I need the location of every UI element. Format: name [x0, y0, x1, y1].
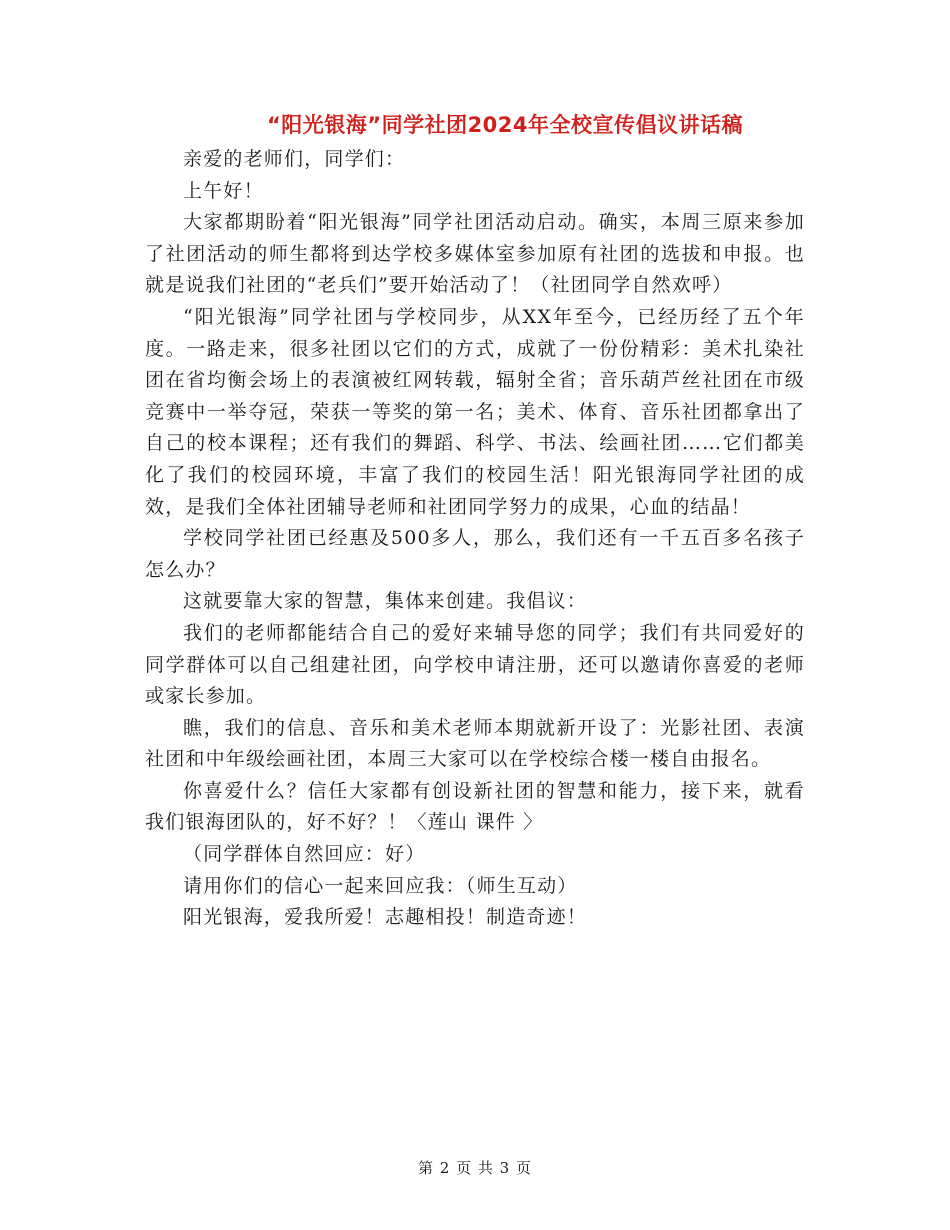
- paragraph-response: （同学群体自然回应：好）: [183, 843, 426, 866]
- paragraph-interaction: 请用你们的信心一起来回应我：（师生互动）: [183, 874, 578, 897]
- paragraph-greeting: 亲爱的老师们，同学们：: [183, 148, 406, 170]
- paragraph-history: “阳光银海”同学社团与学校同步，从XX年至今，已经历经了五个年度。一路走来，很多社团以它们的方式，成就了一份份精彩：美术扎染社团在省均衡会场上的表演被红网转载，辐射全省；音乐葫芦丝社团在市级竞赛中一举夺冠，荣获一等奖的第一名；美术、体育、音乐社团都拿出了自己的校本课程；还有我们的舞蹈、科学、书法、绘画社团……它们都美化了我们的校园环境，丰富了我们的校园生活！阳光银海同学社团的成效，是我们全体社团辅导老师和社团同学努力的成果，心血的结晶！: [145, 305, 805, 518]
- paragraph-new-clubs: 瞧，我们的信息、音乐和美术老师本期就新开设了：光影社团、表演社团和中年级绘画社团，本周三大家可以在学校综合楼一楼自由报名。: [145, 716, 805, 771]
- paragraph-good-morning: 上午好！: [183, 179, 264, 202]
- paragraph-intro: 大家都期盼着“阳光银海”同学社团活动启动。确实，本周三原来参加了社团活动的师生都将到达学校多媒体室参加原有社团的选拔和申报。也就是说我们社团的“老兵们”要开始活动了！（社团同学自然欢呼）: [145, 211, 805, 297]
- paragraph-proposal: 我们的老师都能结合自己的爱好来辅导您的同学；我们有共同爱好的同学群体可以自己组建社团，向学校申请注册，还可以邀请你喜爱的老师或家长参加。: [145, 621, 805, 708]
- page-number-footer: 第 2 页 共 3 页: [418, 1159, 532, 1177]
- paragraph-proposal-lead: 这就要靠大家的智慧，集体来创建。我倡议：: [183, 590, 588, 613]
- paragraph-slogan: 阳光银海，爱我所爱！志趣相投！制造奇迹！: [183, 906, 588, 929]
- document-page: [145, 108, 805, 934]
- paragraph-call: 你喜爱什么？信任大家都有创设新社团的智慧和能力，接下来，就看我们银海团队的，好不好？！〈莲山 课件 〉: [145, 779, 805, 834]
- paragraph-question: 学校同学社团已经惠及500多人，那么，我们还有一千五百多名孩子怎么办？: [145, 527, 805, 581]
- document-title: “阳光银海”同学社团2024年全校宣传倡议讲话稿: [266, 113, 744, 137]
